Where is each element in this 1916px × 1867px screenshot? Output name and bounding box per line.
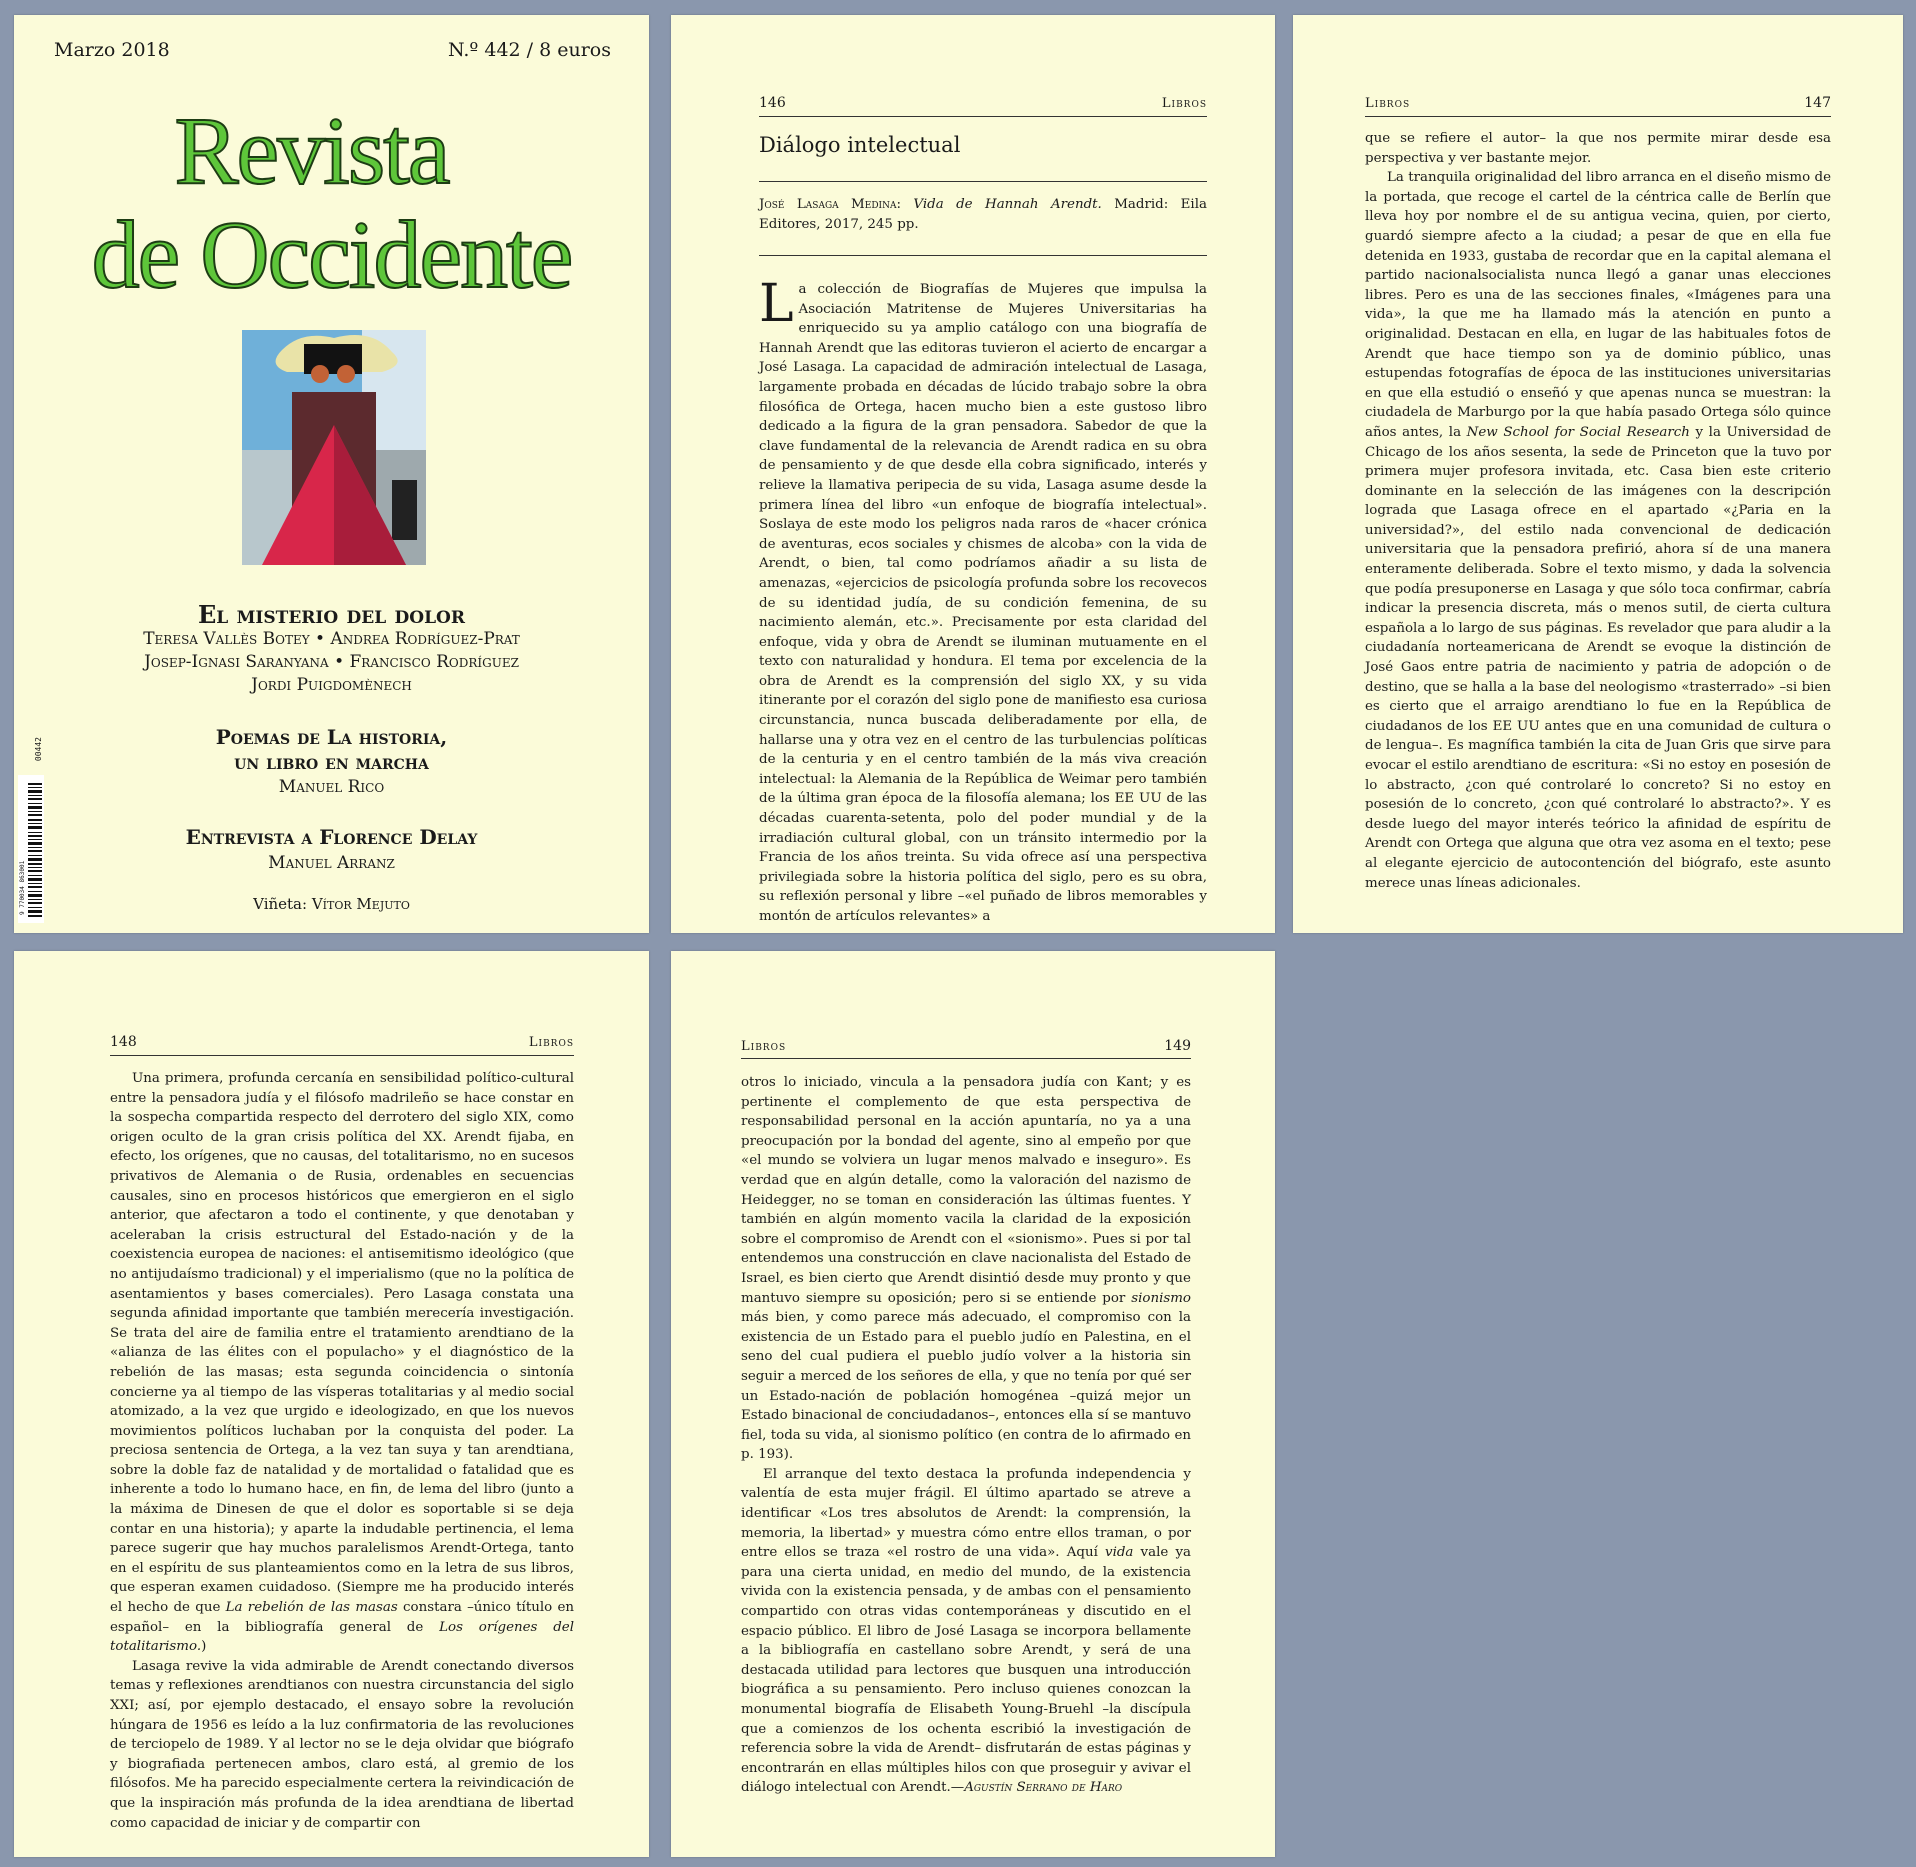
running-head: Libros: [1161, 96, 1207, 111]
italic-word-vida: vida: [1105, 1545, 1134, 1561]
barcode-issue: 00442: [34, 737, 43, 762]
cover-vineta-name: Vítor Mejuto: [311, 895, 410, 913]
page-number: 149: [1164, 1038, 1191, 1054]
paragraph-2: [741, 1465, 1191, 1798]
page-149: [671, 951, 1275, 1857]
cover-headline-1-authors-line1: Teresa Vallès Botey • Andrea Rodríguez-Prat: [143, 629, 520, 649]
paragraph-2-part-a: El arranque del texto destaca la profunda independencia y valentía de esta mujer frágil. El último apartado se atreve a identificar «Los tres absolutos de Arendt: la comprensión, la memoria, la libertad» y muestra cómo entre ellos traman, o por entre ellos se traza «el rostro de una vida». Aquí: [741, 1466, 1191, 1561]
ref-publisher: Madrid: Eila Editores, 2017, 245 pp.: [759, 197, 1207, 232]
article-body: [1365, 129, 1831, 893]
cover-headline-3: Entrevista a Florence Delay: [185, 825, 478, 849]
barcode: [18, 737, 44, 923]
header-rule: [759, 116, 1207, 117]
ref-rule: [759, 255, 1207, 256]
cover-headline-2-line1: Poemas de La historia,: [215, 725, 448, 749]
page-number: 147: [1804, 95, 1831, 111]
cover-headline-3-author: Manuel Arranz: [268, 853, 395, 873]
paragraph-2: [1365, 168, 1831, 893]
book-reference: [759, 195, 1207, 234]
article-body: [741, 1073, 1191, 1798]
cover-headline-1-authors-line2: Josep-Ignasi Saranyana • Francisco Rodríguez: [144, 652, 519, 672]
header-rule: [741, 1058, 1191, 1059]
cover-headline-1: El misterio del dolor: [198, 600, 465, 629]
paragraph-1: a colección de Biografías de Mujeres que impulsa la Asociación Matritense de Mujeres Universitarias ha enriquecido su ya amplio catálogo con una biografía de Hannah Arendt que las editoras tuvieron el acierto de encargar a José Lasaga. La capacidad de admiración intelectual de Lasaga, largamente probada en décadas de lúcido trabajo sobre la obra filosófica de Ortega, hacen mucho bien a este gustoso libro dedicado a la figura de la gran pensadora. Sabedor de que la clave fundamental de la relevancia de Arendt radica en su obra de pensamiento y de que desde ella cobra significado, interés y relieve la llamativa peripecia de su vida, Lasaga asume desde la primera línea del libro «un enfoque de biografía intelectual». Soslaya de este modo los peligros nada raros de «hacer crónica de aventuras, ecos sociales y chismes de alcoba» con la vida de Arendt, o bien, tal como podríamos añadir a su lista de amenazas, «ejercicios de psicología profunda sobre los recovecos de su identidad judía, de su condición femenina, de su nacimiento alemán, etc.». Precisamente por esta claridad del enfoque, vida y obra de Arendt se iluminan mutuamente en el texto con naturalidad y hondura. El tema por excelencia de la obra de Arendt es la comprensión del siglo XX, y su vida itinerante por el corazón del siglo pone de manifiesto esa curiosa circunstancia, nunca buscada deliberadamente por ella, de hallarse una y otra vez en el centro de las turbulencias políticas de la centuria y en el centro también de la más viva creación intelectual: la Alemania de la República de Weimar pero también de la última gran época de la filosofía alemana; los EE UU de las décadas cuarenta-setenta, polo del poder mundial y de la irradiación cultural global, con un tránsito intermedio por la Francia de los años treinta. Su vida ofrece así una perspectiva privilegiada sobre la historia política del siglo, pero es su obra, su reflexión personal y libre –«el puñado de libros memorables y montón de artículos relevantes» a: [759, 282, 1207, 924]
paragraph-1-part-b: más bien, y como parece más adecuado, el compromiso con la existencia de un Estado para el pueblo judío en Palestina, en el seno del cual pudiera el pueblo judío volver a la historia sin seguir a merced de los señores de ella, y que no tenía por qué ser un Estado-nación de población homogénea –quizá mejor un Estado binacional de conciudadanos–, entonces ella sí se mantuvo fiel, toda su vida, al sionismo político (en contra de lo afirmado en p. 193).: [741, 1310, 1191, 1463]
running-head: Libros: [528, 1035, 574, 1050]
paragraph-2-part-a: La tranquila originalidad del libro arranca en el diseño mismo de la portada, que recoge el cartel de la céntrica calle de Berlín que lleva hoy por nombre el de su antigua vecina, quien, por cierto, guardó siempre afecto a la ciudad; a pesar de que en ella fue detenida en 1933, gustaba de recordar que en la capital alemana el partido nacionalsocialista nunca llegó a ganar unas elecciones libres. Pero es una de las secciones finales, «Imágenes para una vida», la que me ha llamado más la atención en punto a originalidad. Destacan en ella, en lugar de las habituales fotos de Arendt que hace tiempo son ya de dominio público, unas estupendas fotografías de época de las instituciones universitarias en que ella estudió o enseñó y que apenas nunca se muestran: la ciudadela de Marburgo por la que había pasado Ortega sólo quince años antes, la: [1365, 170, 1831, 440]
italic-institution: New School for Social Research: [1466, 424, 1690, 440]
running-head: Libros: [741, 1039, 787, 1054]
paragraph-1: que se refiere el autor– la que nos permite mirar desde esa perspectiva y ver bastante mejor.: [1365, 131, 1831, 166]
ref-author: José Lasaga Medina:: [759, 197, 901, 212]
cover-title-line2: de Occidente: [91, 201, 572, 308]
paragraph-2: Lasaga revive la vida admirable de Arendt conectando diversos temas y reflexiones arendtianos con nuestra circunstancia del siglo XXI; así, por ejemplo destacado, el ensayo sobre la revolución húngara de 1956 es leído a la luz confirmatoria de las revoluciones de terciopelo de 1989. Y al lector no se le deja olvidar que biógrafo y biografiada pertenecen ambos, claro está, al gremio de los filósofos. Me ha parecido especialmente certera la reivindicación de que la inspiración más profunda de la idea arendtiana de libertad como capacidad de iniciar y de compartir con: [110, 1658, 575, 1831]
page-number: 146: [759, 95, 786, 111]
cover-vineta: [14, 895, 649, 913]
cover-illustration: [242, 330, 426, 565]
paragraph-1-part-c: ): [201, 1639, 207, 1655]
header-rule: [1365, 116, 1831, 117]
page-148: [14, 951, 649, 1857]
italic-title-1: La rebelión de las masas: [225, 1600, 398, 1616]
paragraph-1: [741, 1073, 1191, 1465]
cover-headline-2-author: Manuel Rico: [278, 777, 385, 797]
article-body: [110, 1069, 574, 1833]
paragraph-2-part-b: vale ya para una cierta unidad, en medio del mundo, de la existencia vivida con la existencia pensada, y de ambas con el pensamiento compartido con otras vidas contemporáneas y discutido en el espacio público. El libro de José Lasaga se incorpora bellamente a la bibliografía en castellano sobre Arendt, y será de una destacada utilidad para lectores que busquen una introducción biográfica a su pensamiento. Pero incluso quienes conozcan la monumental biografía de Elisabeth Young-Bruehl –la discípula que a comienzos de los ochenta escribió la investigación de referencia sobre la vida de Arendt– disfrutarán de estas páginas y encontrarán en ellas múltiples hilos con que proseguir y avivar el diálogo intelectual con Arendt.: [741, 1545, 1191, 1796]
page-147: [1293, 15, 1903, 933]
cover-page: [14, 15, 649, 933]
cover-vineta-label: Viñeta:: [253, 895, 308, 913]
cover-issue-number: N.º 442 / 8 euros: [447, 39, 611, 61]
article-title: Diálogo intelectual: [759, 133, 961, 157]
cover-headline-1-authors-line3: Jordi Puigdomènech: [251, 675, 412, 695]
barcode-number: 9 770034 863001: [19, 860, 26, 915]
page-number: 148: [110, 1034, 137, 1050]
header-rule: [110, 1055, 574, 1056]
paragraph-1-part-a: otros lo iniciado, vincula a la pensadora judía con Kant; y es pertinente el complemento de que esta perspectiva de responsabilidad personal en la acción apuntaría, no ya a una preocupación por la bondad del agente, sino al empeño por que «el mundo se volviera un lugar menos malvado e inseguro». Es verdad que en algún detalle, como la valoración del nazismo de Heidegger, no se toman en consideración las últimas fuentes. Y también en algún momento vacila la claridad de la exposición sobre el compromiso de Arendt con el «sionismo». Pues si por tal entendemos una construcción en clave nacionalista del Estado de Israel, es bien cierto que Arendt disintió desde muy pronto y que mantuvo siempre su oposición; pero si se entiende por: [741, 1075, 1191, 1306]
cover-date: Marzo 2018: [54, 39, 170, 61]
page-146: [671, 15, 1275, 933]
drop-cap: L: [759, 274, 794, 334]
paragraph-1-part-b: constara –único título en español– en la bibliografía general de: [110, 1600, 574, 1635]
cover-title-line1: Revista: [174, 97, 449, 204]
italic-word: sionismo: [1131, 1290, 1191, 1306]
article-body: [759, 274, 1207, 927]
signature: —Agustín Serrano de Haro: [950, 1780, 1123, 1796]
running-head: Libros: [1365, 96, 1411, 111]
ref-book-title: Vida de Hannah Arendt.: [913, 197, 1102, 212]
cover-headline-2-line2: un libro en marcha: [234, 750, 429, 774]
paragraph-1: [110, 1069, 574, 1657]
title-rule: [759, 181, 1207, 182]
italic-title-2: Los orígenes del totalitarismo.: [110, 1619, 575, 1655]
paragraph-1-part-a: Una primera, profunda cercanía en sensibilidad político-cultural entre la pensadora judía y el filósofo madrileño se hace constar en la sospecha compartida respecto del derrotero del siglo XIX, como origen oculto de la gran crisis política del XX. Arendt fijaba, en efecto, los orígenes, que no causas, del totalitarismo, no en sucesos privativos de Alemania o de Rusia, ordenables en secuencias causales, sino en procesos históricos que emergieron en el siglo anterior, que afectaron a todo el continente, y que denotaban y aceleraban la crisis estructural del Estado-nación y de la coexistencia europea de naciones: el antisemitismo ideológico (que no antijudaísmo tradicional) y el imperialismo (que no la política de asentamientos y bases comerciales). Pero Lasaga constata una segunda afinidad importante que también merecería investigación. Se trata del aire de familia entre el tratamiento arendtiano de la «alianza de las élites con el populacho» y el diagnóstico de la rebelión de las masas; esta segunda coincidencia o sintonía concierne ya al tiempo de las vísperas totalitarias y al medio social atomizado, a la vez que urgido e ideologizado, en que los nuevos movimientos políticos luchaban por la conquista del poder. La preciosa sentencia de Ortega, a la vez tan suya y tan arendtiana, sobre la doble faz de natalidad y de mortalidad o fatalidad que es inherente a todo lo humano hace, en fin, de lema del libro (junto a la máxima de Dinesen de que el dolor es soportable si se deja contar en una historia); y aparte la indudable pertinencia, el lema parece sugerir que hay muchos paralelismos Arendt-Ortega, tanto en el espíritu de sus planteamientos como en la letra de sus libros, que esperan examen cuidadoso. (Siempre me ha producido interés el hecho de que: [110, 1071, 574, 1616]
paragraph-2-part-b: y la Universidad de Chicago de los años sesenta, la sede de Princeton que la tuvo por primera mujer profesora invitada, etc. Casa bien este criterio dominante en la selección de las imágenes con la descripción lograda que Lasaga ofrece en el apartado «¿Paria en la universidad?», del estilo nada convencional de dedicación universitaria que la pensadora prefirió, ahora sí de una manera enteramente deliberada. Sobre el texto mismo, y dada la solvencia que podía presuponerse en Lasaga y que sólo toca confirmar, cabría indicar la presencia discreta, más o menos sutil, de cierta cultura española a lo largo de sus páginas. Es revelador que para aludir a la ciudadanía norteamericana de Arendt se evoque la distinción de José Gaos entre patria de nacimiento y patria de adopción o de destino, que se halla a la base del neologismo «trasterrado» –si bien es cierto que el arraigo arendtiano lo fue en la República de ciudadanos de los EE UU antes que en una comunidad de cultura o de lengua–. Es magnífica también la cita de Juan Gris que sirve para evocar el estilo arendtiano de escritura: «Si no estoy en posesión de lo abstracto, ¿con qué controlaré lo concreto? Si no estoy en posesión de lo concreto, ¿con qué controlaré lo abstracto?». Y es desde luego del mayor interés teórico la afinidad de espíritu de Arendt con Ortega que alguna que otra vez asoma en el texto; pese al elegante ejercicio de autocontención del biógrafo, este asunto merece unas líneas adicionales.: [1365, 424, 1831, 891]
